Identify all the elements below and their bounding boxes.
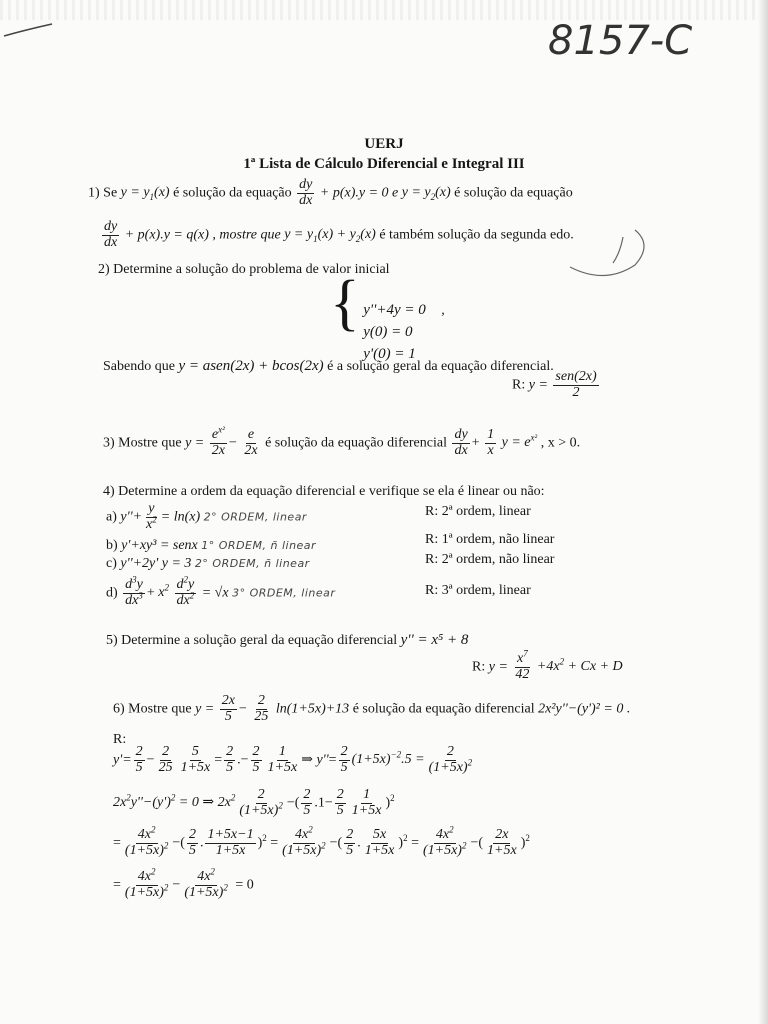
equation: y = xyxy=(195,701,215,717)
equation: $y = y_1(x)$ xyxy=(120,185,170,203)
fraction: $\frac{x^7}{42}$ xyxy=(515,648,530,682)
text: Determine a ordem da equação diferencial e verifique se ela é linear ou não: xyxy=(118,484,545,499)
handwritten-code: 8157-C xyxy=(548,18,693,64)
text: Mostre que xyxy=(128,701,192,717)
fraction: $\frac{e^{x^2}}{2x}$ xyxy=(211,424,225,458)
text: é solução da equação xyxy=(454,185,573,201)
question-number: 6) xyxy=(113,701,125,717)
system-equations xyxy=(363,299,425,365)
answer-label: R: xyxy=(113,732,127,747)
answer-d: R: 3ª ordem, linear xyxy=(425,583,531,598)
derivation-line-3: = $\frac{4x^2}{(1+5x)^2}$ −( $\frac{2}{5}$ . $\frac{1+5x-1}{1+5x}$ )$^2$ = $\frac{4x^2}{(1+5x)^2}$ −( $\frac{2}{5}$ . $\frac{5x}{1+5x}$ )$^2$ = $\frac{4x^2}{(1+5x)^2}$ −( $\frac{2x}{1+5x}$ )$^2$ xyxy=(113,824,530,858)
question-number: 4) xyxy=(103,484,115,499)
text: é solução da equação diferencial xyxy=(265,435,447,451)
equation: y''+ xyxy=(120,509,143,525)
equation: + p(x).y = 0 e xyxy=(319,185,399,201)
handwritten-note: 2° ORDEM, ñ linear xyxy=(194,557,310,570)
equation: $y = y_1(x) + y_2(x)$ xyxy=(284,227,376,245)
equation: y''+4y = 0 xyxy=(363,302,426,319)
pen-circle-mark xyxy=(565,225,655,280)
item-c xyxy=(106,556,310,572)
text: é também solução da segunda edo. xyxy=(379,227,574,243)
equation: y = xyxy=(488,659,508,675)
equation: = √x xyxy=(201,585,229,601)
pen-stroke xyxy=(0,18,60,40)
item-d: d) $\frac{d^3y}{dx^3}$ + $x^2$ $\frac{d^2y}{dx^2}$ = √x 3° ORDEM, linear xyxy=(106,574,336,608)
answer-fraction: $\frac{\text{sen(2x)}}{2}$ xyxy=(555,369,597,400)
fraction: $\frac{e}{2x}$ xyxy=(244,427,258,458)
answer-label: R: xyxy=(472,659,486,675)
derivation-line-4: = $\frac{4x^2}{(1+5x)^2}$ − $\frac{4x^2}{(1+5x)^2}$ = 0 xyxy=(113,866,254,900)
question-2-answer xyxy=(512,370,601,400)
item-a xyxy=(106,502,307,532)
derivation-line-1: y'= $\frac{2}{5}$ − $\frac{2}{25}$ $\frac{5}{1+5x}$ = $\frac{2}{5}$ .− $\frac{2}{5}$ $\frac{1}{1+5x}$ ⇒ y''= $\frac{2}{5}$ $(1+5x)^{-2}.5$ = $\frac{2}{(1+5x)^2}$ xyxy=(113,744,473,775)
answer-c: R: 2ª ordem, não linear xyxy=(425,552,555,567)
question-3: 3) Mostre que y = $\frac{e^{x^2}}{2x}$ − $\frac{e}{2x}$ é solução da equação diferencial $\frac{dy}{dx}$ + $\frac{1}{x}$ $y = e^{x^2}$ , x > 0. xyxy=(103,424,581,458)
question-1-line-1 xyxy=(88,178,573,208)
equation: y = asen(2x) + bcos(2x) xyxy=(178,358,324,374)
equation: y = xyxy=(528,377,548,393)
text: Determine a solução geral da equação diferencial xyxy=(121,633,398,648)
fraction: $\frac{d^3y}{dx^3}$ xyxy=(125,574,143,608)
question-2-given xyxy=(103,358,554,375)
equation: $y = e^{x^2}$ xyxy=(501,432,538,451)
text: Determine a solução do problema de valor inicial xyxy=(113,262,390,277)
fraction: $\frac{y}{x^2}$ xyxy=(146,501,157,532)
fraction-dy-dx: $\frac{dy}{dx}$ xyxy=(299,177,313,208)
handwritten-note: 1° ORDEM, ñ linear xyxy=(201,539,317,552)
answer-label: R: xyxy=(512,377,526,393)
question-1-line-2 xyxy=(100,220,574,250)
question-6: 6) Mostre que y = $\frac{2x}{5}$ − $\frac{2}{25}$ ln(1+5x)+13 é solução da equação diferencial 2x²y''−(y')² = 0 . xyxy=(113,693,631,724)
equation: $x^2$ xyxy=(158,582,170,601)
equation: $+4x^2 + Cx + D$ xyxy=(536,656,623,675)
text: Mostre que xyxy=(118,435,182,451)
equation: y(0) = 0 xyxy=(363,324,413,341)
comma: , xyxy=(441,303,445,318)
question-number: 3) xyxy=(103,435,115,451)
question-4-prompt xyxy=(103,484,545,500)
ivp-system xyxy=(330,269,445,365)
equation: 2x²y''−(y')² = 0 . xyxy=(538,701,631,717)
equation: $y = y_2(x)$ xyxy=(401,185,451,203)
page-edge-shadow xyxy=(758,0,768,1024)
derivation-line-2: $2x^2y''-(y')^2 = 0$ ⇒ $2x^2$ $\frac{2}{(1+5x)^2}$ −( $\frac{2}{5}$ .1− $\frac{2}{5}$ $\frac{1}{1+5x}$ )$^2$ xyxy=(113,787,395,818)
condition: , x > 0. xyxy=(540,435,581,451)
item-b xyxy=(106,538,316,554)
question-number: 1) xyxy=(88,185,100,201)
item-label: c) xyxy=(106,556,117,571)
scan-artifact xyxy=(0,0,768,20)
fraction: $\frac{2x}{5}$ xyxy=(221,693,235,724)
fraction-dy-dx: $\frac{dy}{dx}$ xyxy=(454,427,468,458)
question-number: 2) xyxy=(98,262,110,277)
equation: y'+xy³ = senx xyxy=(121,538,198,553)
text: + p(x).y = q(x) , mostre que xyxy=(124,227,281,243)
answer-b: R: 1ª ordem, não linear xyxy=(425,532,555,547)
fraction: $\frac{d^2y}{dx^2}$ xyxy=(176,574,195,608)
handwritten-note: 3° ORDEM, linear xyxy=(232,586,336,600)
item-label: a) xyxy=(106,509,117,525)
text: Sabendo que xyxy=(103,359,175,374)
page-title: 1ª Lista de Cálculo Diferencial e Integral III xyxy=(243,156,525,172)
equation: = ln(x) xyxy=(160,509,201,525)
fraction-dy-dx: $\frac{dy}{dx}$ xyxy=(104,219,118,250)
equation: y'(0) = 1 xyxy=(363,346,416,363)
equation: y = xyxy=(185,435,205,451)
brace: { xyxy=(330,269,360,337)
fraction: $\frac{2}{25}$ xyxy=(254,693,269,724)
answer-a: R: 2ª ordem, linear xyxy=(425,504,531,519)
equation: y''+2y' y = 3 xyxy=(120,556,192,571)
text: Se xyxy=(103,185,118,201)
question-5 xyxy=(106,632,468,649)
question-5-answer xyxy=(472,648,623,682)
text: é a solução geral da equação diferencial. xyxy=(327,359,554,374)
fraction: $\frac{1}{x}$ xyxy=(487,427,495,458)
equation: ln(1+5x)+13 xyxy=(275,701,350,717)
institution: UERJ xyxy=(364,136,404,152)
equation: y'' = x⁵ + 8 xyxy=(400,632,469,648)
handwritten-note: 2° ORDEM, linear xyxy=(203,510,307,524)
text: é solução da equação diferencial xyxy=(352,701,535,717)
item-label: b) xyxy=(106,538,118,553)
text: é solução da equação xyxy=(173,185,292,201)
item-label: d) xyxy=(106,585,118,601)
question-number: 5) xyxy=(106,633,118,648)
